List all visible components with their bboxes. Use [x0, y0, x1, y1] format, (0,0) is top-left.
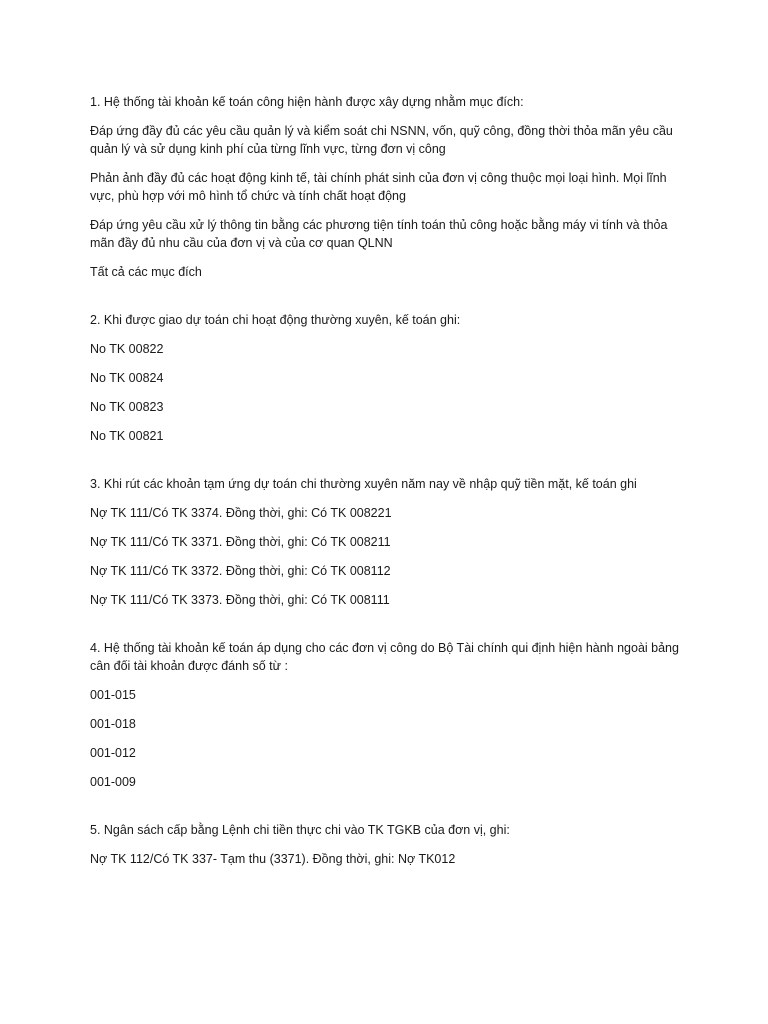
question-spacer — [90, 456, 690, 475]
question-3 — [90, 475, 690, 609]
answer-option: No TK 00823 — [90, 400, 164, 414]
answer-option: Nợ TK 111/Có TK 3372. Đồng thời, ghi: Có TK 008112 — [90, 564, 391, 578]
question-spacer — [90, 292, 690, 311]
question-text: 2. Khi được giao dự toán chi hoạt động thường xuyên, kế toán ghi: — [90, 313, 461, 327]
answer-option: No TK 00821 — [90, 429, 164, 443]
question-text: 1. Hệ thống tài khoản kế toán công hiện hành được xây dựng nhằm mục đích: — [90, 95, 524, 109]
answer-option: 001-018 — [90, 717, 136, 731]
question-text: 5. Ngân sách cấp bằng Lệnh chi tiền thực chi vào TK TGKB của đơn vị, ghi: — [90, 823, 510, 837]
answer-option: 001-015 — [90, 688, 136, 702]
answer-option: 001-009 — [90, 775, 136, 789]
answer-option: Nợ TK 111/Có TK 3371. Đồng thời, ghi: Có TK 008211 — [90, 535, 391, 549]
answer-option: Tất cả các mục đích — [90, 265, 202, 279]
answer-option: Đáp ứng đầy đủ các yêu cầu quản lý và kiểm soát chi NSNN, vốn, quỹ công, đồng thời thỏa mãn yêu cầu quản lý và sử dụng kinh phí của từng lĩnh vực, từng đơn vị công — [90, 124, 673, 156]
document-content — [90, 93, 690, 879]
question-spacer — [90, 802, 690, 821]
answer-option: Đáp ứng yêu cầu xử lý thông tin bằng các phương tiện tính toán thủ công hoặc bằng máy vi tính và thỏa mãn đầy đủ nhu cầu của đơn vị và của cơ quan QLNN — [90, 218, 668, 250]
question-4 — [90, 639, 690, 791]
answer-option: No TK 00822 — [90, 342, 164, 356]
answer-option: Nợ TK 111/Có TK 3373. Đồng thời, ghi: Có TK 008111 — [90, 593, 390, 607]
answer-option: Nợ TK 112/Có TK 337- Tạm thu (3371). Đồng thời, ghi: Nợ TK012 — [90, 852, 456, 866]
question-spacer — [90, 620, 690, 639]
answer-option: 001-012 — [90, 746, 136, 760]
answer-option: Phản ảnh đầy đủ các hoạt động kinh tế, tài chính phát sinh của đơn vị công thuộc mọi loại hình. Mọi lĩnh vực, phù hợp với mô hình tổ chức và tính chất hoạt động — [90, 171, 667, 203]
question-text: 3. Khi rút các khoản tạm ứng dự toán chi thường xuyên năm nay về nhập quỹ tiền mặt, kế toán ghi — [90, 477, 637, 491]
answer-option: No TK 00824 — [90, 371, 164, 385]
question-5 — [90, 821, 690, 868]
question-1 — [90, 93, 690, 281]
question-2 — [90, 311, 690, 445]
question-text: 4. Hệ thống tài khoản kế toán áp dụng cho các đơn vị công do Bộ Tài chính qui định hiện hành ngoài bảng cân đối tài khoản được đánh số từ : — [90, 641, 679, 673]
answer-option: Nợ TK 111/Có TK 3374. Đồng thời, ghi: Có TK 008221 — [90, 506, 392, 520]
